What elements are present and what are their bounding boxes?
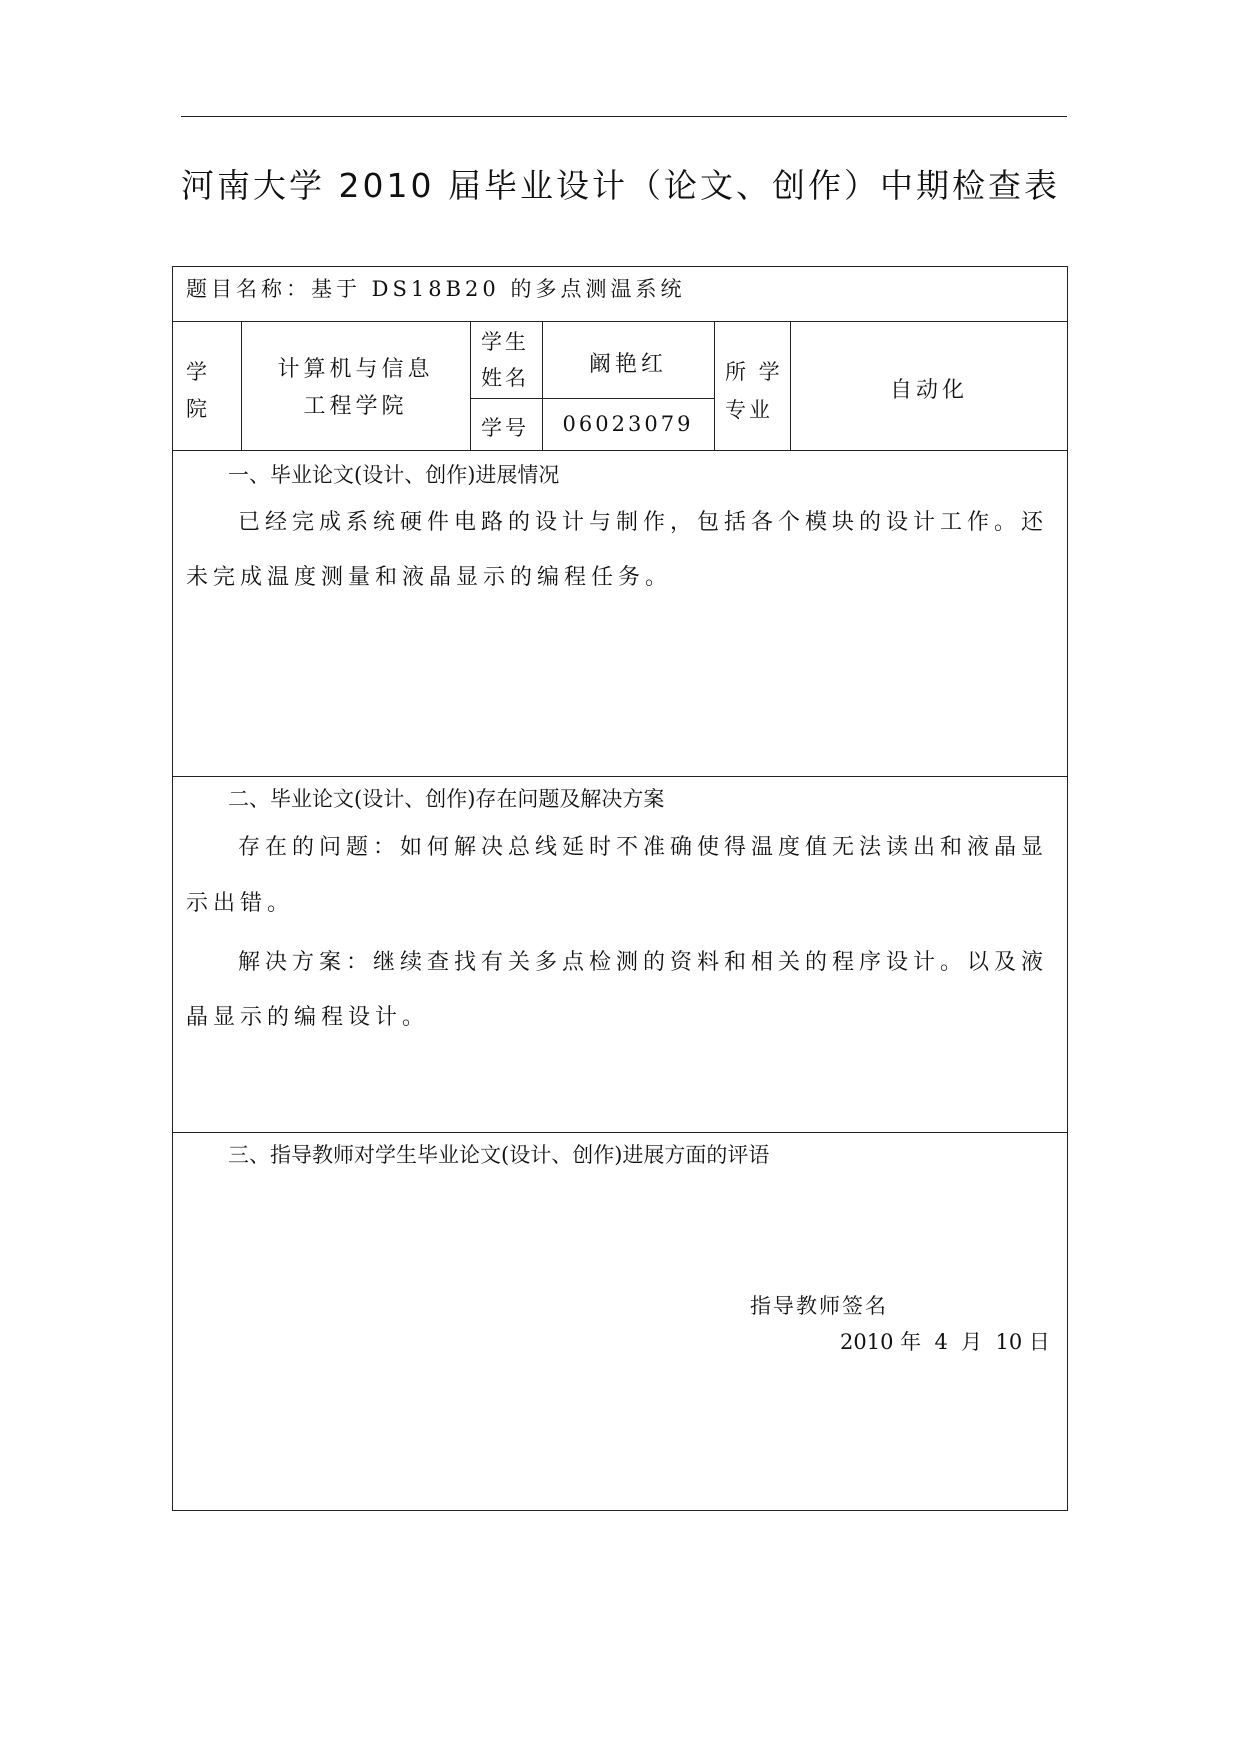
column-divider <box>714 321 715 450</box>
row-divider <box>172 450 1068 451</box>
section2-heading: 二、毕业论文(设计、创作)存在问题及解决方案 <box>228 787 665 811</box>
college-label: 学 院 <box>186 360 207 421</box>
row-divider <box>172 776 1068 777</box>
problem-line: 存在的问题：如何解决总线延时不准确使得温度值无法读出和液晶显 <box>238 835 1049 860</box>
section3-heading: 三、指导教师对学生毕业论文(设计、创作)进展方面的评语 <box>228 1143 770 1167</box>
signature-label: 指导教师签名 <box>750 1294 888 1318</box>
section1-line: 未完成温度测量和液晶显示的编程任务。 <box>186 565 673 590</box>
problem-line: 示出错。 <box>186 891 295 916</box>
college-value: 计算机与信息 工程学院 <box>277 357 434 419</box>
column-divider <box>470 321 471 450</box>
solution-line: 晶显示的编程设计。 <box>186 1005 430 1030</box>
student-name-label: 学生 姓名 <box>481 330 529 390</box>
row-divider <box>470 398 714 399</box>
topic-text: 题目名称：基于 DS18B20 的多点测温系统 <box>186 277 686 301</box>
row-divider <box>172 1132 1068 1133</box>
header-rule <box>181 116 1067 117</box>
student-name-value: 阚艳红 <box>588 352 667 377</box>
section1-heading: 一、毕业论文(设计、创作)进展情况 <box>228 463 560 487</box>
page-title: 河南大学 2010 届毕业设计（论文、创作）中期检查表 <box>181 166 1060 205</box>
signature-date: 2010 年 4 月 10 日 <box>840 1330 1050 1354</box>
student-id-label: 学号 <box>481 416 529 440</box>
row-divider <box>172 321 1068 322</box>
section1-line: 已经完成系统硬件电路的设计与制作，包括各个模块的设计工作。还 <box>238 510 1049 535</box>
form-table <box>172 266 1068 1511</box>
student-id-value: 06023079 <box>562 412 694 436</box>
major-value: 自动化 <box>889 378 968 403</box>
solution-line: 解决方案：继续查找有关多点检测的资料和相关的程序设计。以及液 <box>238 950 1049 975</box>
major-label: 所 学 专业 <box>725 360 783 422</box>
